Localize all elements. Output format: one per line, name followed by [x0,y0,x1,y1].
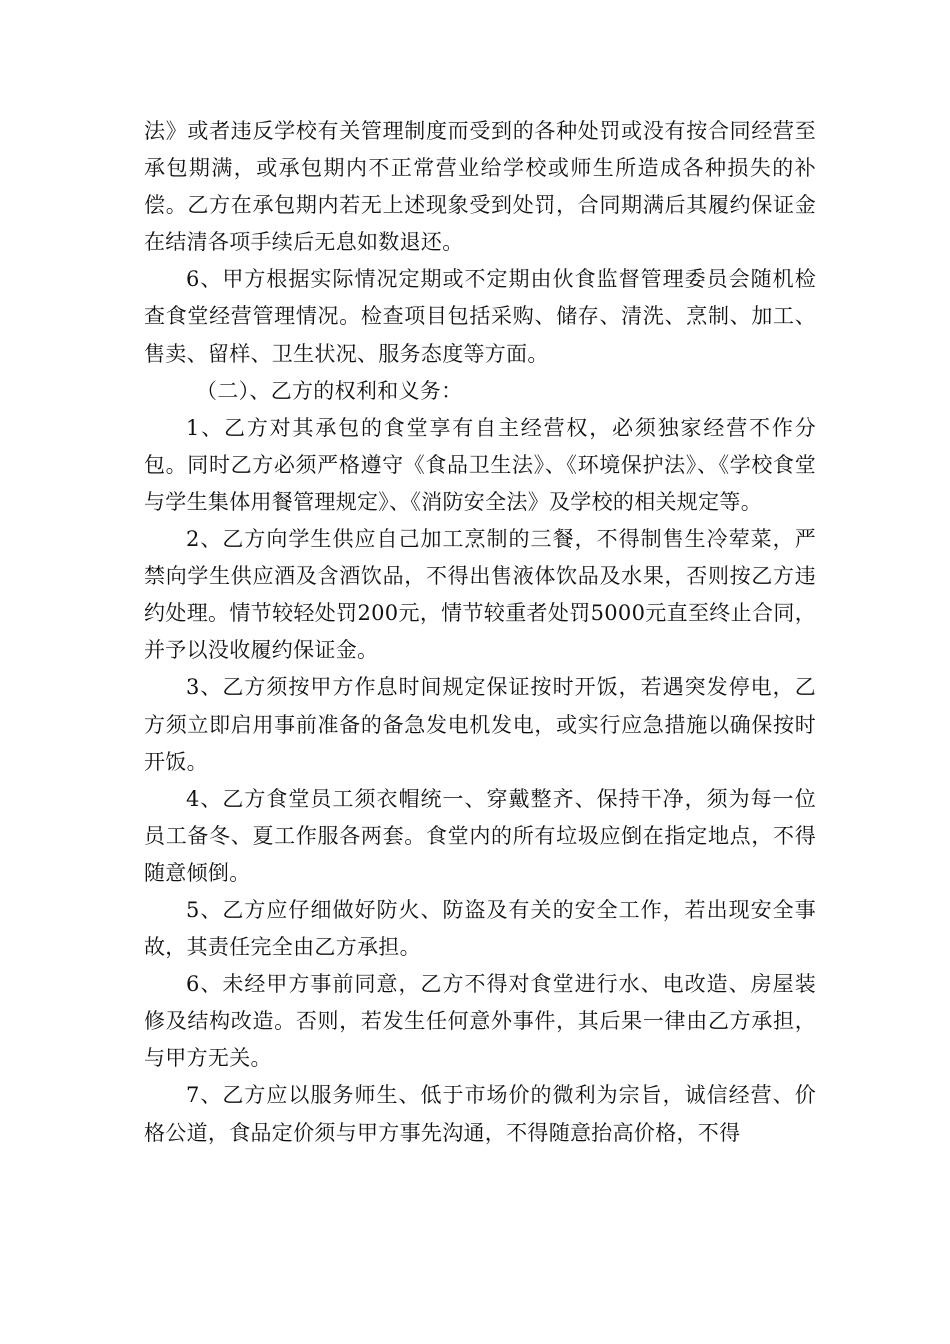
paragraph-clause-b5: 5、乙方应仔细做好防火、防盗及有关的安全工作，若出现安全事故，其责任完全由乙方承担。 [144,897,816,960]
paragraph-continuation: 法》或者违反学校有关管理制度而受到的各种处罚或没有按合同经营至承包期满，或承包期内不正常营业给学校或师生所造成各种损失的补偿。乙方在承包期内若无上述现象受到处罚，合同期满后其履约保证金在结清各项手续后无息如数退还。 [144,119,816,255]
paragraph-clause-b6: 6、未经甲方事前同意，乙方不得对食堂进行水、电改造、房屋装修及结构改造。否则，若发生任何意外事件，其后果一律由乙方承担，与甲方无关。 [144,972,816,1071]
section-heading-party-b: （二）、乙方的权利和义务： [196,378,463,403]
paragraph-clause-b2: 2、乙方向学生供应自己加工烹制的三餐，不得制售生冷荤菜，严禁向学生供应酒及含酒饮品，不得出售液体饮品及水果，否则按乙方违约处理。情节较轻处罚200元，情节较重者处罚5000元直至终止合同，并予以没收履约保证金。 [144,527,816,663]
paragraph-clause-a6: 6、甲方根据实际情况定期或不定期由伙食监督管理委员会随机检查食堂经营管理情况。检查项目包括采购、储存、清洗、烹制、加工、售卖、留样、卫生状况、服务态度等方面。 [144,267,816,366]
paragraph-clause-b3: 3、乙方须按甲方作息时间规定保证按时开饭，若遇突发停电，乙方须立即启用事前准备的备急发电机发电，或实行应急措施以确保按时开饭。 [144,675,816,774]
paragraph-clause-b7: 7、乙方应以服务师生、低于市场价的微利为宗旨，诚信经营、价格公道，食品定价须与甲方事先沟通，不得随意抬高价格，不得 [144,1083,816,1145]
document-body [144,113,816,1152]
paragraph-clause-b4: 4、乙方食堂员工须衣帽统一、穿戴整齐、保持干净，须为每一位员工备冬、夏工作服各两套。食堂内的所有垃圾应倒在指定地点，不得随意倾倒。 [144,786,816,885]
paragraph-clause-b1: 1、乙方对其承包的食堂享有自主经营权，必须独家经营不作分包。同时乙方必须严格遵守《食品卫生法》、《环境保护法》、《学校食堂与学生集体用餐管理规定》、《消防安全法》及学校的相关规定等。 [144,415,816,514]
